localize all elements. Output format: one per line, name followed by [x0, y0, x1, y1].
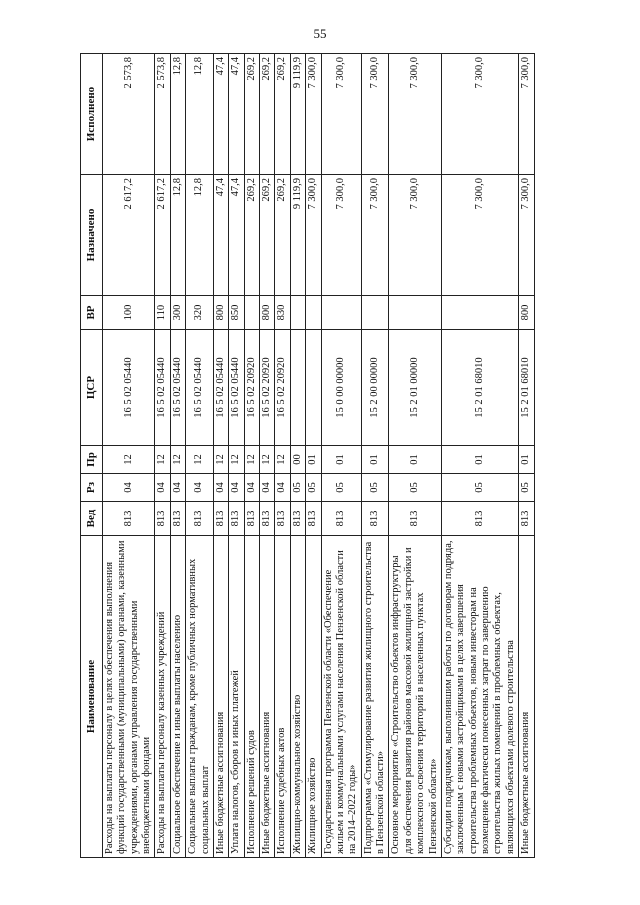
cell-vr [290, 296, 305, 330]
cell-pr: 12 [213, 446, 228, 474]
cell-csr: 16 5 02 05440 [102, 330, 155, 446]
cell-executed: 7 300,0 [441, 54, 518, 175]
cell-assigned: 7 300,0 [321, 175, 361, 296]
cell-executed: 2 573,8 [155, 54, 170, 175]
cell-assigned: 2 617,2 [102, 175, 155, 296]
cell-executed: 7 300,0 [389, 54, 442, 175]
cell-executed: 47,4 [213, 54, 228, 175]
cell-vr: 800 [519, 296, 534, 330]
cell-pr: 12 [170, 446, 185, 474]
cell-assigned: 12,8 [170, 175, 185, 296]
cell-rz: 04 [275, 474, 290, 502]
cell-name: Расходы на выплаты персоналу казенных учреждений [155, 536, 170, 858]
cell-pr: 01 [519, 446, 534, 474]
table-row [321, 54, 361, 858]
cell-vr [361, 296, 389, 330]
cell-name: Основное мероприятие «Строительство объектов инфраструктуры для обеспечения развития районов массовой жилищной застройки и комплексного освоения территорий в населенных пунктах Пензенской области» [389, 536, 442, 858]
cell-rz: 05 [361, 474, 389, 502]
cell-assigned: 7 300,0 [361, 175, 389, 296]
cell-vr [306, 296, 321, 330]
table-row [519, 54, 534, 858]
cell-ved: 813 [155, 502, 170, 536]
cell-rz: 05 [290, 474, 305, 502]
cell-executed: 12,8 [170, 54, 185, 175]
cell-pr: 01 [441, 446, 518, 474]
cell-rz: 04 [186, 474, 214, 502]
cell-name: Социальные выплаты гражданам, кроме публичных нормативных социальных выплат [186, 536, 214, 858]
cell-vr: 800 [260, 296, 275, 330]
cell-assigned: 47,4 [229, 175, 244, 296]
cell-name: Уплата налогов, сборов и иных платежей [229, 536, 244, 858]
cell-rz: 04 [213, 474, 228, 502]
table-row [244, 54, 259, 858]
cell-name: Исполнение судебных актов [275, 536, 290, 858]
cell-name: Социальное обеспечение и иные выплаты населению [170, 536, 185, 858]
cell-assigned: 7 300,0 [441, 175, 518, 296]
cell-name: Жилищное хозяйство [306, 536, 321, 858]
cell-pr: 12 [155, 446, 170, 474]
cell-executed: 269,2 [260, 54, 275, 175]
table-row [213, 54, 228, 858]
cell-ved: 813 [213, 502, 228, 536]
cell-rz: 05 [389, 474, 442, 502]
table-row [229, 54, 244, 858]
cell-pr: 00 [290, 446, 305, 474]
cell-name: Подпрограмма «Стимулирование развития жилищного строительства в Пензенской области» [361, 536, 389, 858]
cell-assigned: 2 617,2 [155, 175, 170, 296]
table-row [441, 54, 518, 858]
cell-rz: 04 [260, 474, 275, 502]
cell-vr: 850 [229, 296, 244, 330]
header-ved: Вед [81, 502, 103, 536]
cell-csr: 16 5 02 05440 [170, 330, 185, 446]
cell-executed: 2 573,8 [102, 54, 155, 175]
cell-rz: 04 [155, 474, 170, 502]
budget-table [80, 53, 535, 858]
cell-vr: 830 [275, 296, 290, 330]
page-number: 55 [313, 26, 327, 41]
cell-name: Расходы на выплаты персоналу в целях обеспечения выполнения функций государственными (муниципальными) органами, казенными учреждениями, органами управления государственными внебюджетными фондами [102, 536, 155, 858]
cell-rz: 04 [170, 474, 185, 502]
cell-pr: 01 [306, 446, 321, 474]
cell-csr: 15 2 01 68010 [441, 330, 518, 446]
cell-name: Исполнение решений судов [244, 536, 259, 858]
cell-rz: 04 [229, 474, 244, 502]
cell-assigned: 12,8 [186, 175, 214, 296]
table-row [186, 54, 214, 858]
header-vr: ВР [81, 296, 103, 330]
cell-assigned: 7 300,0 [306, 175, 321, 296]
cell-ved: 813 [186, 502, 214, 536]
cell-executed: 9 119,9 [290, 54, 305, 175]
header-csr: ЦСР [81, 330, 103, 446]
cell-rz: 05 [441, 474, 518, 502]
cell-ved: 813 [519, 502, 534, 536]
cell-name: Иные бюджетные ассигнования [260, 536, 275, 858]
cell-pr: 12 [275, 446, 290, 474]
cell-csr: 15 2 01 00000 [389, 330, 442, 446]
cell-vr [244, 296, 259, 330]
cell-pr: 12 [102, 446, 155, 474]
cell-executed: 7 300,0 [306, 54, 321, 175]
cell-pr: 12 [229, 446, 244, 474]
cell-ved: 813 [441, 502, 518, 536]
cell-vr: 300 [170, 296, 185, 330]
cell-csr [306, 330, 321, 446]
cell-vr [321, 296, 361, 330]
cell-ved: 813 [361, 502, 389, 536]
cell-rz: 05 [321, 474, 361, 502]
cell-ved: 813 [321, 502, 361, 536]
cell-assigned: 269,2 [244, 175, 259, 296]
cell-executed: 269,2 [275, 54, 290, 175]
cell-executed: 47,4 [229, 54, 244, 175]
cell-ved: 813 [260, 502, 275, 536]
cell-pr: 01 [361, 446, 389, 474]
cell-assigned: 7 300,0 [519, 175, 534, 296]
cell-name: Государственная программа Пензенской области «Обеспечение жильем и коммунальными услугами населения Пензенской области на 2014–2022 годы» [321, 536, 361, 858]
cell-name: Иные бюджетные ассигнования [519, 536, 534, 858]
table-row [102, 54, 155, 858]
cell-csr: 16 5 02 05440 [229, 330, 244, 446]
cell-csr [290, 330, 305, 446]
table-row [389, 54, 442, 858]
cell-ved: 813 [290, 502, 305, 536]
cell-ved: 813 [306, 502, 321, 536]
cell-vr: 110 [155, 296, 170, 330]
cell-csr: 16 5 02 05440 [186, 330, 214, 446]
cell-executed: 7 300,0 [519, 54, 534, 175]
cell-name: Субсидии подрядчикам, выполнившим работы по договорам подряда, заключенным с новыми застройщиками в целях завершения строительства проблемных объектов, новым инвесторам на возмещение фактически понесенных затрат по завершению строительства жилых помещений в проблемных объектах, являющихся объектами долевого строительства [441, 536, 518, 858]
cell-ved: 813 [275, 502, 290, 536]
cell-assigned: 47,4 [213, 175, 228, 296]
cell-executed: 7 300,0 [321, 54, 361, 175]
header-rz: Рз [81, 474, 103, 502]
cell-csr: 15 2 00 00000 [361, 330, 389, 446]
header-executed: Исполнено [81, 54, 103, 175]
cell-csr: 15 2 01 68010 [519, 330, 534, 446]
table-row [275, 54, 290, 858]
cell-rz: 04 [102, 474, 155, 502]
header-row [81, 54, 103, 858]
cell-rz: 04 [244, 474, 259, 502]
cell-rz: 05 [306, 474, 321, 502]
cell-ved: 813 [244, 502, 259, 536]
header-assigned: Назначено [81, 175, 103, 296]
cell-csr: 16 5 02 20920 [244, 330, 259, 446]
cell-csr: 16 5 02 20920 [260, 330, 275, 446]
cell-csr: 16 5 02 05440 [213, 330, 228, 446]
cell-vr: 800 [213, 296, 228, 330]
table-row [306, 54, 321, 858]
cell-csr: 16 5 02 05440 [155, 330, 170, 446]
cell-vr: 320 [186, 296, 214, 330]
cell-pr: 12 [244, 446, 259, 474]
cell-pr: 01 [321, 446, 361, 474]
cell-vr: 100 [102, 296, 155, 330]
cell-assigned: 269,2 [260, 175, 275, 296]
cell-csr: 16 5 02 20920 [275, 330, 290, 446]
table-row [361, 54, 389, 858]
cell-executed: 269,2 [244, 54, 259, 175]
cell-assigned: 7 300,0 [389, 175, 442, 296]
table-row [170, 54, 185, 858]
cell-ved: 813 [229, 502, 244, 536]
cell-vr [389, 296, 442, 330]
cell-pr: 01 [389, 446, 442, 474]
cell-executed: 12,8 [186, 54, 214, 175]
header-name: Наименование [81, 536, 103, 858]
cell-ved: 813 [102, 502, 155, 536]
cell-name: Иные бюджетные ассигнования [213, 536, 228, 858]
cell-pr: 12 [186, 446, 214, 474]
cell-csr: 15 0 00 00000 [321, 330, 361, 446]
cell-vr [441, 296, 518, 330]
cell-ved: 813 [170, 502, 185, 536]
cell-pr: 12 [260, 446, 275, 474]
cell-assigned: 9 119,9 [290, 175, 305, 296]
header-pr: Пр [81, 446, 103, 474]
rotated-table-container [80, 54, 552, 858]
table-row [155, 54, 170, 858]
cell-assigned: 269,2 [275, 175, 290, 296]
cell-ved: 813 [389, 502, 442, 536]
table-row [290, 54, 305, 858]
cell-rz: 05 [519, 474, 534, 502]
cell-name: Жилищно-коммунальное хозяйство [290, 536, 305, 858]
table-row [260, 54, 275, 858]
cell-executed: 7 300,0 [361, 54, 389, 175]
